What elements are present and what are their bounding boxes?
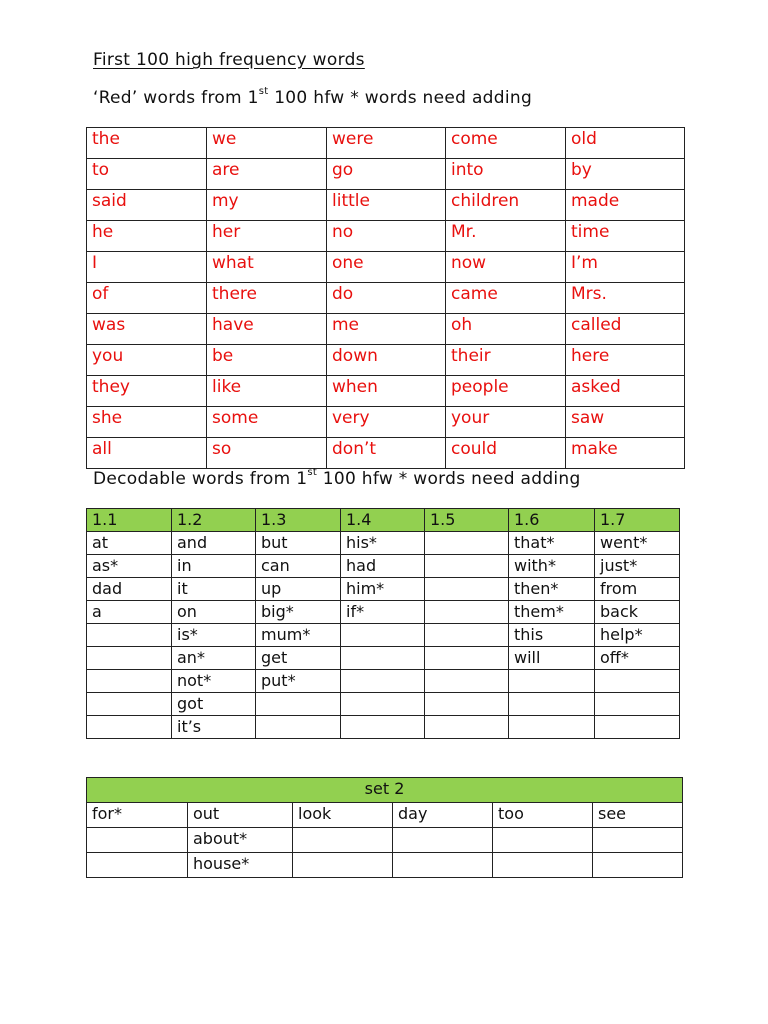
- set2-word-cell: see: [593, 803, 683, 828]
- red-word-cell: you: [87, 345, 207, 376]
- set2-word-cell: [87, 853, 188, 878]
- red-word-cell: into: [446, 159, 566, 190]
- red-word-cell: people: [446, 376, 566, 407]
- red-heading-sup: st: [258, 86, 269, 98]
- red-word-cell: Mr.: [446, 221, 566, 252]
- table-row: [87, 555, 680, 578]
- decodable-word-cell: get: [256, 647, 341, 670]
- table-row: [87, 601, 680, 624]
- decodable-word-cell: on: [172, 601, 256, 624]
- decodable-word-cell: [425, 601, 509, 624]
- column-header: 1.4: [341, 509, 425, 532]
- red-word-cell: when: [327, 376, 446, 407]
- decodable-word-cell: [509, 716, 595, 739]
- decodable-word-cell: [425, 716, 509, 739]
- decodable-word-cell: just*: [595, 555, 680, 578]
- red-word-cell: she: [87, 407, 207, 438]
- decodable-word-cell: [87, 624, 172, 647]
- red-word-cell: saw: [566, 407, 685, 438]
- decodable-word-cell: [425, 693, 509, 716]
- decodable-word-cell: [256, 716, 341, 739]
- decodable-word-cell: [87, 670, 172, 693]
- table-row: [87, 647, 680, 670]
- decodable-word-cell: [425, 670, 509, 693]
- set2-word-cell: [493, 828, 593, 853]
- set2-word-cell: [87, 828, 188, 853]
- red-heading-rest: 100 hfw * words need adding: [268, 88, 533, 108]
- decodable-word-cell: [425, 624, 509, 647]
- red-word-cell: were: [327, 128, 446, 159]
- red-word-cell: all: [87, 438, 207, 469]
- red-word-cell: don’t: [327, 438, 446, 469]
- column-header: 1.1: [87, 509, 172, 532]
- decodable-word-cell: had: [341, 555, 425, 578]
- red-words-table: [86, 127, 685, 469]
- set2-word-cell: [593, 828, 683, 853]
- red-word-cell: come: [446, 128, 566, 159]
- decodable-word-cell: is*: [172, 624, 256, 647]
- red-word-cell: my: [207, 190, 327, 221]
- set2-word-cell: for*: [87, 803, 188, 828]
- red-word-cell: said: [87, 190, 207, 221]
- decodable-words-table: [86, 508, 680, 739]
- decodable-heading-sup: st: [307, 467, 318, 479]
- table-row: [87, 716, 680, 739]
- table-row: [87, 853, 683, 878]
- table-row: [87, 693, 680, 716]
- set2-word-cell: day: [393, 803, 493, 828]
- decodable-word-cell: at: [87, 532, 172, 555]
- set2-word-cell: house*: [188, 853, 293, 878]
- set2-word-cell: [493, 853, 593, 878]
- set2-word-cell: too: [493, 803, 593, 828]
- decodable-word-cell: it’s: [172, 716, 256, 739]
- red-word-cell: have: [207, 314, 327, 345]
- decodable-word-cell: an*: [172, 647, 256, 670]
- red-word-cell: now: [446, 252, 566, 283]
- column-header: 1.2: [172, 509, 256, 532]
- decodable-word-cell: [595, 670, 680, 693]
- decodable-word-cell: that*: [509, 532, 595, 555]
- decodable-word-cell: dad: [87, 578, 172, 601]
- decodable-word-cell: [341, 716, 425, 739]
- red-word-cell: they: [87, 376, 207, 407]
- set2-word-cell: [593, 853, 683, 878]
- decodable-word-cell: not*: [172, 670, 256, 693]
- decodable-word-cell: [87, 716, 172, 739]
- red-word-cell: there: [207, 283, 327, 314]
- decodable-word-cell: it: [172, 578, 256, 601]
- red-word-cell: I’m: [566, 252, 685, 283]
- decodable-word-cell: [341, 647, 425, 670]
- table-row: [87, 407, 685, 438]
- decodable-word-cell: got: [172, 693, 256, 716]
- red-word-cell: no: [327, 221, 446, 252]
- decodable-word-cell: [425, 578, 509, 601]
- decodable-word-cell: [87, 693, 172, 716]
- red-word-cell: to: [87, 159, 207, 190]
- red-word-cell: I: [87, 252, 207, 283]
- red-word-cell: do: [327, 283, 446, 314]
- decodable-word-cell: up: [256, 578, 341, 601]
- red-word-cell: oh: [446, 314, 566, 345]
- decodable-word-cell: [595, 716, 680, 739]
- red-word-cell: the: [87, 128, 207, 159]
- red-word-cell: asked: [566, 376, 685, 407]
- decodable-word-cell: [341, 624, 425, 647]
- decodable-word-cell: [595, 693, 680, 716]
- red-words-heading: [93, 88, 532, 108]
- red-word-cell: are: [207, 159, 327, 190]
- red-word-cell: like: [207, 376, 327, 407]
- table-row: [87, 828, 683, 853]
- decodable-word-cell: [341, 693, 425, 716]
- set2-word-cell: look: [293, 803, 393, 828]
- table-row: [87, 624, 680, 647]
- table-row: [87, 314, 685, 345]
- table-row: [87, 438, 685, 469]
- column-header: 1.5: [425, 509, 509, 532]
- table-row: [87, 159, 685, 190]
- table-row: [87, 578, 680, 601]
- table-row: [87, 190, 685, 221]
- red-word-cell: her: [207, 221, 327, 252]
- table-row: [87, 128, 685, 159]
- red-word-cell: their: [446, 345, 566, 376]
- decodable-heading-rest: 100 hfw * words need adding: [317, 469, 581, 489]
- red-word-cell: he: [87, 221, 207, 252]
- decodable-word-cell: can: [256, 555, 341, 578]
- red-word-cell: Mrs.: [566, 283, 685, 314]
- decodable-word-cell: will: [509, 647, 595, 670]
- red-word-cell: your: [446, 407, 566, 438]
- table-row: [87, 283, 685, 314]
- red-word-cell: called: [566, 314, 685, 345]
- decodable-word-cell: [509, 693, 595, 716]
- table-row: [87, 252, 685, 283]
- decodable-word-cell: mum*: [256, 624, 341, 647]
- decodable-word-cell: if*: [341, 601, 425, 624]
- decodable-word-cell: [87, 647, 172, 670]
- set2-header: set 2: [87, 778, 683, 803]
- set2-word-cell: about*: [188, 828, 293, 853]
- decodable-word-cell: [256, 693, 341, 716]
- red-word-cell: by: [566, 159, 685, 190]
- decodable-heading-text: Decodable words from 1: [93, 469, 308, 489]
- decodable-word-cell: with*: [509, 555, 595, 578]
- set2-word-cell: out: [188, 803, 293, 828]
- decodable-word-cell: [509, 670, 595, 693]
- decodable-word-cell: back: [595, 601, 680, 624]
- red-word-cell: be: [207, 345, 327, 376]
- table-row: [87, 221, 685, 252]
- decodable-word-cell: him*: [341, 578, 425, 601]
- decodable-word-cell: put*: [256, 670, 341, 693]
- decodable-word-cell: but: [256, 532, 341, 555]
- decodable-word-cell: them*: [509, 601, 595, 624]
- set2-word-cell: [293, 828, 393, 853]
- decodable-word-cell: [425, 532, 509, 555]
- red-word-cell: came: [446, 283, 566, 314]
- red-word-cell: down: [327, 345, 446, 376]
- red-word-cell: very: [327, 407, 446, 438]
- decodable-word-cell: this: [509, 624, 595, 647]
- decodable-word-cell: [425, 555, 509, 578]
- document-title: First 100 high frequency words: [93, 50, 365, 70]
- red-word-cell: of: [87, 283, 207, 314]
- decodable-word-cell: [425, 647, 509, 670]
- set2-table: [86, 777, 683, 878]
- red-word-cell: what: [207, 252, 327, 283]
- set2-word-cell: [393, 853, 493, 878]
- column-header: 1.3: [256, 509, 341, 532]
- table-row: [87, 345, 685, 376]
- red-word-cell: could: [446, 438, 566, 469]
- red-word-cell: me: [327, 314, 446, 345]
- red-word-cell: old: [566, 128, 685, 159]
- table-row: [87, 670, 680, 693]
- red-word-cell: so: [207, 438, 327, 469]
- red-word-cell: one: [327, 252, 446, 283]
- decodable-words-heading: [93, 469, 581, 489]
- set2-word-cell: [393, 828, 493, 853]
- decodable-word-cell: a: [87, 601, 172, 624]
- column-header: 1.6: [509, 509, 595, 532]
- set2-word-cell: [293, 853, 393, 878]
- decodable-word-cell: as*: [87, 555, 172, 578]
- decodable-word-cell: [341, 670, 425, 693]
- decodable-word-cell: his*: [341, 532, 425, 555]
- table-row: [87, 376, 685, 407]
- red-word-cell: we: [207, 128, 327, 159]
- red-word-cell: was: [87, 314, 207, 345]
- decodable-word-cell: in: [172, 555, 256, 578]
- red-word-cell: made: [566, 190, 685, 221]
- decodable-word-cell: off*: [595, 647, 680, 670]
- table-header-row: [87, 778, 683, 803]
- table-row: [87, 803, 683, 828]
- decodable-word-cell: help*: [595, 624, 680, 647]
- decodable-word-cell: from: [595, 578, 680, 601]
- decodable-word-cell: and: [172, 532, 256, 555]
- red-word-cell: go: [327, 159, 446, 190]
- red-word-cell: some: [207, 407, 327, 438]
- red-word-cell: time: [566, 221, 685, 252]
- decodable-word-cell: then*: [509, 578, 595, 601]
- red-word-cell: children: [446, 190, 566, 221]
- table-row: [87, 532, 680, 555]
- decodable-word-cell: went*: [595, 532, 680, 555]
- red-word-cell: here: [566, 345, 685, 376]
- decodable-word-cell: big*: [256, 601, 341, 624]
- red-word-cell: make: [566, 438, 685, 469]
- table-header-row: [87, 509, 680, 532]
- red-heading-text: ‘Red’ words from 1: [93, 88, 259, 108]
- column-header: 1.7: [595, 509, 680, 532]
- red-word-cell: little: [327, 190, 446, 221]
